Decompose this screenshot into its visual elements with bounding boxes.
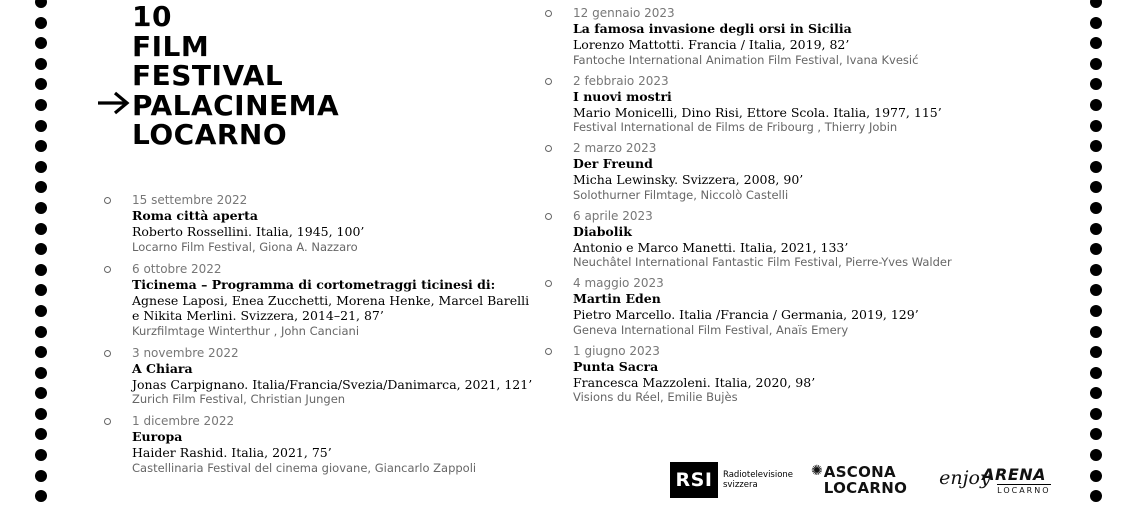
- event-title: Diabolik: [573, 223, 632, 239]
- film-perforation-dot-icon: [1090, 470, 1102, 482]
- bullet-circle-icon: [104, 418, 111, 425]
- film-perforation-dot-icon: [35, 202, 47, 214]
- event-credit: Pietro Marcello. Italia /Francia / Germania, 2019, 129’: [573, 307, 919, 322]
- event-date: 6 ottobre 2022: [132, 261, 222, 276]
- film-perforation-dot-icon: [35, 284, 47, 296]
- film-perforation-dot-icon: [35, 58, 47, 70]
- event-festival: Locarno Film Festival, Giona A. Nazzaro: [132, 239, 358, 254]
- film-perforation-dot-icon: [1090, 99, 1102, 111]
- event-item: [104, 193, 534, 255]
- bullet-circle-icon: [545, 145, 552, 152]
- film-perforation-dot-icon: [35, 408, 47, 420]
- event-credit: Micha Lewinsky. Svizzera, 2008, 90’: [573, 172, 804, 187]
- film-perforation-dot-icon: [1090, 223, 1102, 235]
- rsi-line-2: svizzera: [723, 480, 758, 490]
- event-date: 4 maggio 2023: [573, 276, 664, 290]
- film-perforation-dot-icon: [1090, 449, 1102, 461]
- film-perforation-dot-icon: [35, 470, 47, 482]
- event-item: [104, 346, 534, 408]
- film-perforation-dot-icon: [1090, 428, 1102, 440]
- film-perforation-dot-icon: [1090, 367, 1102, 379]
- event-date: 1 dicembre 2022: [132, 414, 235, 428]
- film-perforation-dot-icon: [1090, 0, 1102, 8]
- event-item: [545, 209, 1025, 271]
- bullet-circle-icon: [545, 348, 552, 355]
- event-festival: Visions du Réel, Emilie Bujès: [573, 390, 738, 404]
- event-date: 6 aprile 2023: [573, 208, 653, 223]
- bullet-circle-icon: [545, 78, 552, 85]
- event-credit: Agnese Laposi, Enea Zucchetti, Morena Henke, Marcel Barelli: [132, 292, 530, 308]
- event-item: [545, 6, 1025, 68]
- arena-script: enjoy: [939, 467, 991, 489]
- film-perforation-dot-icon: [35, 0, 47, 8]
- ascona-line-2: LOCARNO: [823, 479, 908, 497]
- event-date: 1 giugno 2023: [573, 343, 660, 358]
- film-perforation-dot-icon: [35, 490, 47, 502]
- logo-line-festival: FESTIVAL: [132, 59, 284, 92]
- event-item: [545, 141, 1025, 203]
- bullet-circle-icon: [545, 280, 552, 287]
- event-date: 3 novembre 2022: [132, 345, 239, 360]
- logo-line-film: FILM: [132, 29, 210, 63]
- event-credit: Francesca Mazzoleni. Italia, 2020, 98’: [573, 374, 816, 390]
- event-title: Punta Sacra: [573, 358, 659, 374]
- event-festival: Kurzfilmtage Winterthur , John Canciani: [132, 323, 360, 338]
- ascona-locarno-logo: [811, 464, 907, 496]
- film-perforation-dot-icon: [1090, 161, 1102, 173]
- film-perforation-dot-icon: [35, 326, 47, 338]
- event-credit: Haider Rashid. Italia, 2021, 75’: [132, 445, 332, 460]
- event-title: Martin Eden: [573, 291, 661, 306]
- film-perforation-dot-icon: [1090, 78, 1102, 90]
- sponsor-logos: [670, 460, 1062, 500]
- festival-logo: [97, 2, 339, 150]
- logo-line-palacinema: PALACINEMA: [132, 88, 340, 122]
- film-perforation-dot-icon: [35, 37, 47, 49]
- film-perforation-dot-icon: [1090, 243, 1102, 255]
- bullet-circle-icon: [545, 10, 552, 17]
- event-title: Europa: [132, 429, 183, 444]
- film-perforation-dot-icon: [35, 78, 47, 90]
- event-festival: Fantoche International Animation Film Festival, Ivana Kvesić: [573, 52, 919, 67]
- film-perforation-dot-icon: [1090, 120, 1102, 132]
- film-perforation-dot-icon: [1090, 387, 1102, 399]
- rsi-logo: [670, 462, 793, 498]
- film-perforation-dot-icon: [1090, 490, 1102, 502]
- film-perforation-dot-icon: [35, 140, 47, 152]
- event-item: [104, 262, 534, 339]
- event-festival: Neuchâtel International Fantastic Film Festival, Pierre-Yves Walder: [573, 255, 952, 269]
- film-perforation-dot-icon: [1090, 181, 1102, 193]
- event-credit: Mario Monicelli, Dino Risi, Ettore Scola. Italia, 1977, 115’: [573, 104, 942, 120]
- rsi-line-1: Radiotelevisione: [723, 470, 794, 480]
- event-item: [104, 414, 534, 476]
- film-perforation-dot-icon: [1090, 346, 1102, 358]
- event-date: 15 settembre 2022: [132, 193, 248, 207]
- program-list-right: [545, 6, 1025, 411]
- film-perforation-dot-icon: [1090, 140, 1102, 152]
- event-title: Ticinema – Programma di cortometraggi ticinesi di:: [132, 276, 496, 292]
- film-perforation-dot-icon: [1090, 326, 1102, 338]
- film-perforation-dot-icon: [35, 346, 47, 358]
- arrow-right-icon: [97, 91, 132, 121]
- event-credit: Roberto Rossellini. Italia, 1945, 100’: [132, 224, 365, 239]
- film-perforation-dot-icon: [1090, 37, 1102, 49]
- event-title: A Chiara: [132, 360, 193, 376]
- bullet-circle-icon: [545, 213, 552, 220]
- film-perforation-left: [35, 0, 49, 508]
- film-perforation-dot-icon: [35, 449, 47, 461]
- film-perforation-dot-icon: [1090, 58, 1102, 70]
- film-perforation-dot-icon: [35, 428, 47, 440]
- event-festival: Castellinaria Festival del cinema giovane, Giancarlo Zappoli: [132, 460, 477, 475]
- logo-line-locarno: LOCARNO: [132, 118, 288, 151]
- event-credit: Lorenzo Mattotti. Francia / Italia, 2019, 82’: [573, 37, 850, 52]
- sun-star-icon: ✺: [811, 463, 823, 479]
- arena-name: ARENA: [982, 465, 1047, 484]
- film-perforation-right: [1090, 0, 1104, 508]
- arena-sub: LOCARNO: [997, 486, 1051, 495]
- event-date: 2 marzo 2023: [573, 141, 657, 155]
- film-perforation-dot-icon: [35, 223, 47, 235]
- event-credit: Jonas Carpignano. Italia/Francia/Svezia/Danimarca, 2021, 121’: [132, 376, 533, 392]
- film-perforation-dot-icon: [1090, 305, 1102, 317]
- film-perforation-dot-icon: [35, 120, 47, 132]
- logo-line-number: 10: [132, 0, 172, 33]
- film-perforation-dot-icon: [35, 161, 47, 173]
- event-date: 2 febbraio 2023: [573, 73, 669, 88]
- film-perforation-dot-icon: [1090, 17, 1102, 29]
- film-perforation-dot-icon: [35, 181, 47, 193]
- event-title: I nuovi mostri: [573, 88, 672, 104]
- film-perforation-dot-icon: [35, 99, 47, 111]
- event-festival: Festival International de Films de Fribourg , Thierry Jobin: [573, 120, 898, 134]
- enjoy-arena-logo: [937, 462, 1062, 498]
- event-title: Der Freund: [573, 156, 653, 171]
- film-perforation-dot-icon: [35, 17, 47, 29]
- film-perforation-dot-icon: [35, 264, 47, 276]
- event-item: [545, 344, 1025, 406]
- program-list-left: [104, 193, 534, 483]
- film-perforation-dot-icon: [1090, 408, 1102, 420]
- film-perforation-dot-icon: [1090, 202, 1102, 214]
- event-title: La famosa invasione degli orsi in Sicilia: [573, 21, 852, 36]
- bullet-circle-icon: [104, 350, 111, 357]
- bullet-circle-icon: [104, 197, 111, 204]
- event-festival: Zurich Film Festival, Christian Jungen: [132, 392, 346, 406]
- film-perforation-dot-icon: [1090, 284, 1102, 296]
- rsi-mark: RSI: [670, 462, 718, 498]
- event-festival: Solothurner Filmtage, Niccolò Castelli: [573, 187, 789, 202]
- event-item: [545, 276, 1025, 338]
- event-title: Roma città aperta: [132, 208, 259, 223]
- film-perforation-dot-icon: [1090, 264, 1102, 276]
- event-date: 12 gennaio 2023: [573, 6, 675, 20]
- ascona-line-1: ASCONA: [823, 463, 896, 481]
- film-perforation-dot-icon: [35, 387, 47, 399]
- film-perforation-dot-icon: [35, 305, 47, 317]
- event-item: [545, 74, 1025, 136]
- event-credit: e Nikita Merlini. Svizzera, 2014–21, 87’: [132, 308, 384, 323]
- film-perforation-dot-icon: [35, 243, 47, 255]
- event-credit: Antonio e Marco Manetti. Italia, 2021, 133’: [573, 239, 849, 255]
- bullet-circle-icon: [104, 266, 111, 273]
- event-festival: Geneva International Film Festival, Anaïs Emery: [573, 322, 849, 337]
- film-perforation-dot-icon: [35, 367, 47, 379]
